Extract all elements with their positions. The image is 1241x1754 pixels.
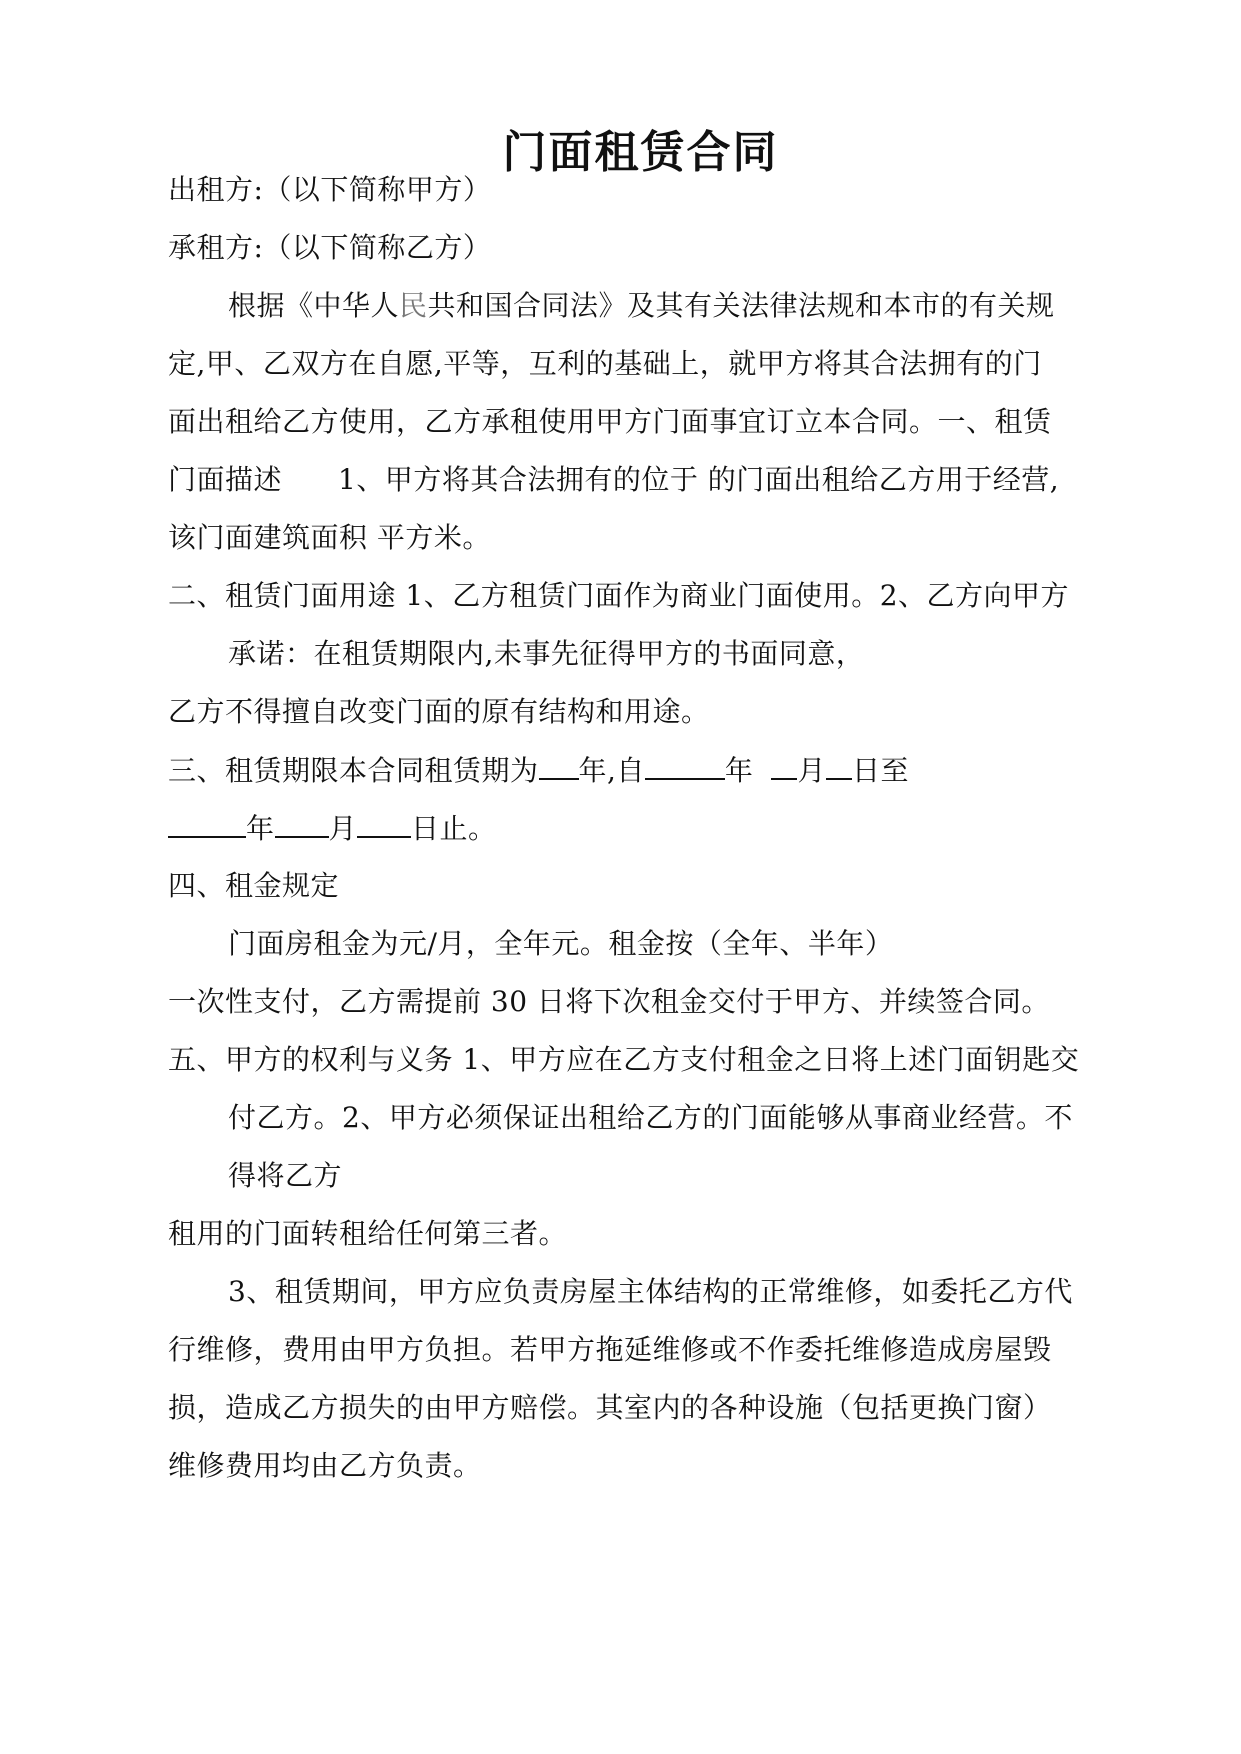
section-heading-4: 四、租金规定 — [168, 869, 340, 902]
document-title: 门面租赁合同 — [502, 127, 779, 178]
paragraph-line — [168, 462, 1059, 498]
text-span: 日止。 — [411, 812, 497, 845]
fill-in-blank — [357, 810, 411, 838]
paragraph-line: 定,甲、乙双方在自愿,平等，互利的基础上，就甲方将其合法拥有的门 — [168, 347, 1042, 380]
fill-in-blank — [275, 810, 329, 838]
text-span: 年,自 — [578, 754, 645, 787]
text-span: 根据《中华人 — [228, 289, 400, 322]
paragraph-line: 门面房租金为元/月，全年元。租金按（全年、半年） — [228, 927, 894, 960]
paragraph-line: 面出租给乙方使用，乙方承租使用甲方门面事宜订立本合同。一、租赁 — [168, 405, 1052, 438]
faded-text-span: 民 — [399, 289, 428, 322]
text-span: 1、甲方将其合法拥有的位于 的门面出租给乙方用于经营, — [338, 463, 1060, 496]
paragraph-line: 付乙方。2、甲方必须保证出租给乙方的门面能够从事商业经营。不 — [228, 1101, 1073, 1134]
text-span: 月 — [797, 754, 826, 787]
text-span: 年 — [246, 812, 275, 845]
text-span: 年 — [724, 754, 754, 787]
paragraph-line: 行维修，费用由甲方负担。若甲方拖延维修或不作委托维修造成房屋毁 — [168, 1333, 1052, 1366]
fill-in-blank — [539, 752, 579, 780]
paragraph-line: 租用的门面转租给任何第三者。 — [168, 1217, 568, 1250]
paragraph-line: 得将乙方 — [228, 1159, 343, 1192]
fill-in-blank — [771, 752, 797, 780]
text-span: 日至 — [851, 754, 909, 787]
text-span: 门面描述 — [168, 463, 283, 496]
lessor-line: 出租方:（以下简称甲方） — [168, 173, 492, 206]
paragraph-line — [228, 288, 1055, 324]
paragraph-line: 损，造成乙方损失的由甲方赔偿。其室内的各种设施（包括更换门窗） — [168, 1391, 1052, 1424]
text-span: 共和国合同法》及其有关法律法规和本市的有关规 — [427, 289, 1055, 322]
paragraph-line: 承诺：在租赁期限内,未事先征得甲方的书面同意， — [228, 637, 865, 670]
section-heading-2: 二、租赁门面用途 1、乙方租赁门面作为商业门面使用。2、乙方向甲方 — [168, 579, 1070, 612]
paragraph-line — [168, 810, 497, 847]
section-heading-3 — [168, 752, 909, 789]
paragraph-line: 维修费用均由乙方负责。 — [168, 1449, 482, 1482]
text-span: 三、租赁期限本合同租赁期为 — [168, 754, 539, 787]
lessee-line: 承租方:（以下简称乙方） — [168, 231, 492, 264]
fill-in-blank — [826, 752, 852, 780]
paragraph-line: 乙方不得擅自改变门面的原有结构和用途。 — [168, 695, 710, 728]
fill-in-blank — [645, 752, 725, 780]
section-heading-5: 五、甲方的权利与义务 1、甲方应在乙方支付租金之日将上述门面钥匙交 — [168, 1043, 1080, 1076]
paragraph-line: 3、租赁期间，甲方应负责房屋主体结构的正常维修，如委托乙方代 — [228, 1275, 1073, 1308]
paragraph-line: 该门面建筑面积 平方米。 — [168, 521, 491, 554]
paragraph-line: 一次性支付，乙方需提前 30 日将下次租金交付于甲方、并续签合同。 — [168, 985, 1050, 1018]
fill-in-blank — [168, 810, 246, 838]
text-span: 月 — [328, 812, 358, 845]
